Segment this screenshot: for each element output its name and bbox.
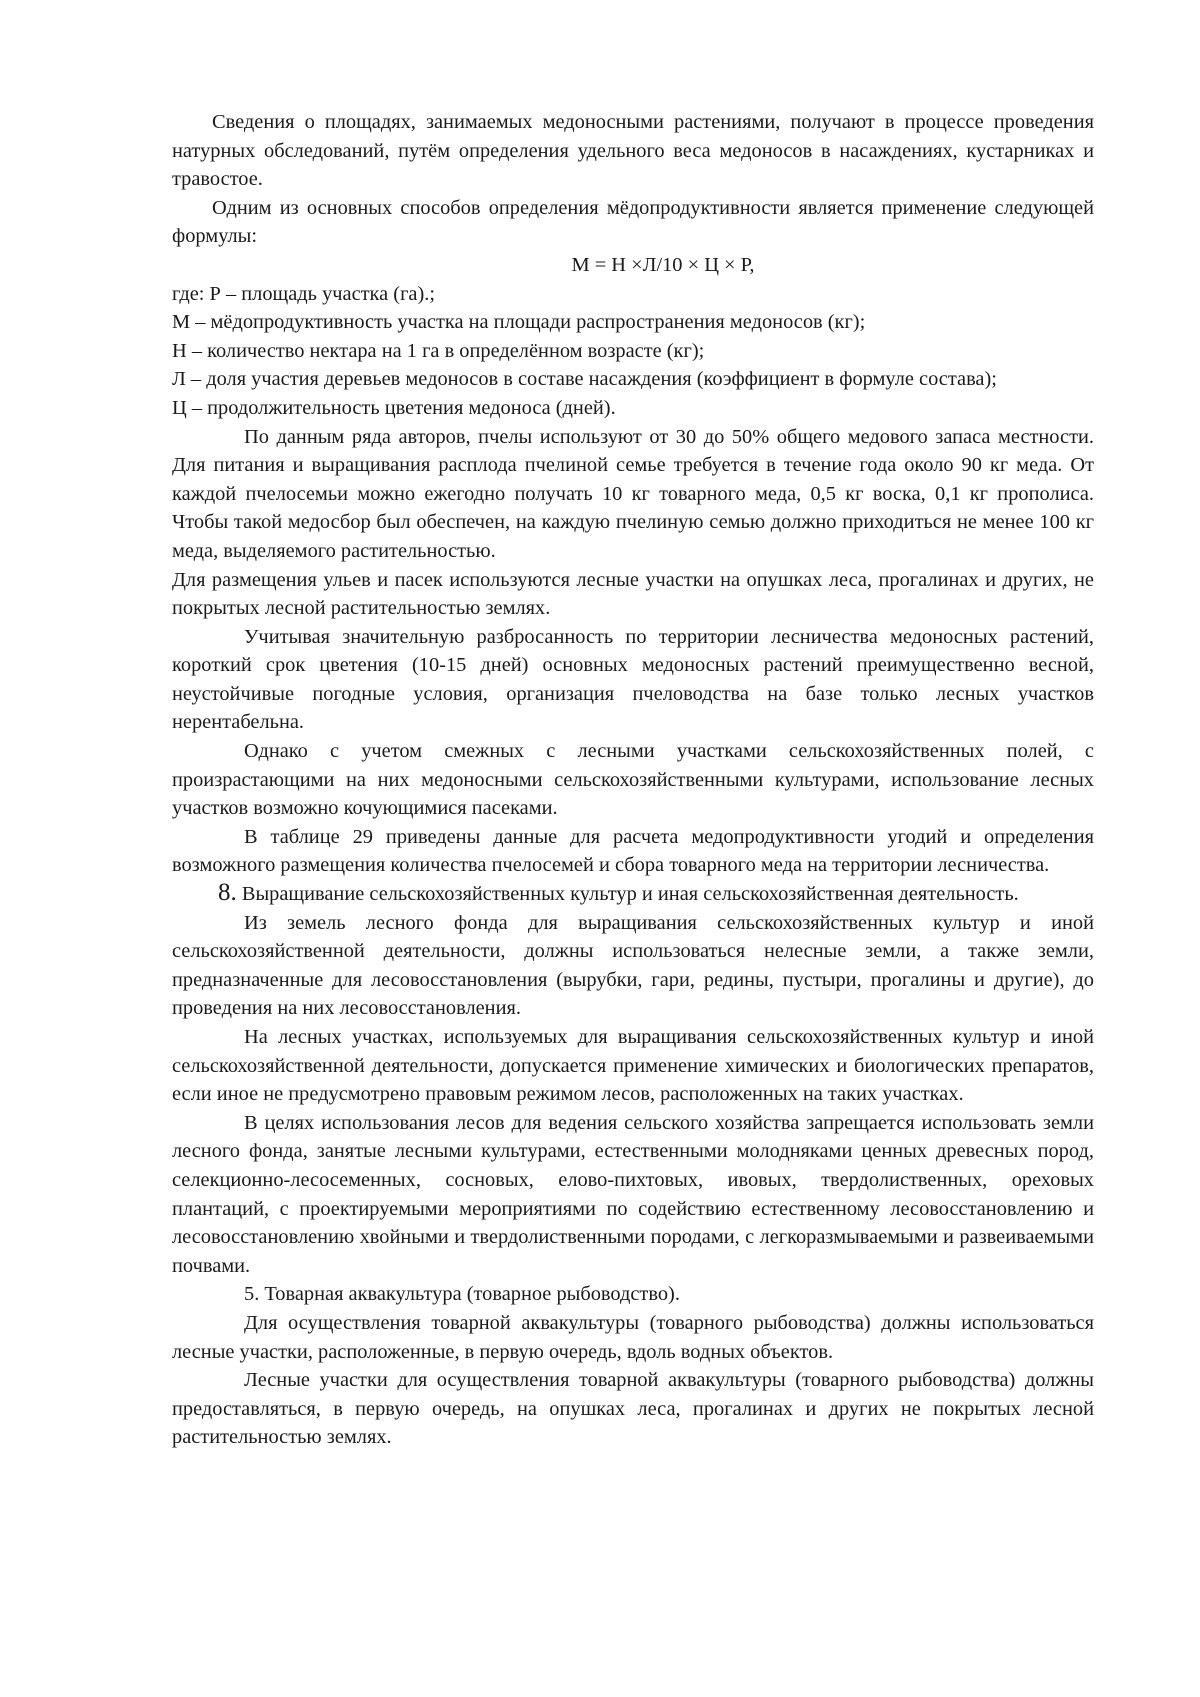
paragraph-honey-plant-areas: Сведения о площадях, занимаемых медоносными растениями, получают в процессе проведения натурных обследований, путём определения удельного веса медоносов в насаждениях, кустарниках и травостое. <box>172 111 1094 191</box>
section-number: 8. <box>218 879 237 907</box>
section-heading-aquaculture: 5. Товарная аквакультура (товарное рыбоводство). <box>244 1283 680 1306</box>
section-heading-agriculture <box>172 880 1094 909</box>
paragraph-nomadic-apiaries: Однако с учетом смежных с лесными участками сельскохозяйственных полей, с произрастающими на них медоносными сельскохозяйственными культурами, использование лесных участков возможно кочующимися пасеками. <box>172 740 1094 820</box>
formula-definition-c: Ц – продолжительность цветения медоноса (дней). <box>172 396 616 419</box>
honey-productivity-formula: М = Н ×Л/10 × Ц × Р, <box>571 253 755 276</box>
formula-definition-m: М – мёдопродуктивность участка на площади распространения медоносов (кг); <box>172 311 866 334</box>
paragraph-agri-lands: Из земель лесного фонда для выращивания сельскохозяйственных культур и иной сельскохозяйственной деятельности, должны использоваться нелесные земли, а также земли, предназначенные для лесовосстановления (вырубки, гари, редины, пустыри, прогалины и другие), до проведения на них лесовосстановления. <box>172 911 1094 1020</box>
paragraph-aquaculture-sites: Для осуществления товарной аквакультуры (товарного рыбоводства) должны использоваться лесные участки, расположенные, в первую очередь, вдоль водных объектов. <box>172 1311 1094 1363</box>
paragraph-aquaculture-provision: Лесные участки для осуществления товарной аквакультуры (товарного рыбоводства) должны предоставляться, в первую очередь, на опушках леса, прогалинах и других не покрытых лесной растительностью землях. <box>172 1369 1094 1449</box>
paragraph-table-29-reference: В таблице 29 приведены данные для расчета медопродуктивности угодий и определения возможного размещения количества пчелосемей и сбора товарного меда на территории лесничества. <box>172 825 1094 877</box>
paragraph-bee-honey-reserve: По данным ряда авторов, пчелы используют от 30 до 50% общего медового запаса местности. Для питания и выращивания расплода пчелиной семье требуется в течение года около 90 кг меда. От каждой пчелосемьи можно ежегодно получать 10 кг товарного меда, 0,5 кг воска, 0,1 кг прополиса. Чтобы такой медосбор был обеспечен, на каждую пчелиную семью должно приходиться не менее 100 кг меда, выделяемого растительностью. <box>172 425 1094 562</box>
paragraph-agri-prohibitions: В целях использования лесов для ведения сельского хозяйства запрещается использовать земли лесного фонда, занятые лесными культурами, естественными молодняками ценных древесных пород, селекционно-лесосеменных, сосновых, елово-пихтовых, ивовых, твердолиственных, ореховых плантаций, с проектируемыми мероприятиями по содействию естественному лесовосстановлению и лесовосстановлению хвойными и твердолиственными породами, с легкоразмываемыми и развеиваемыми почвами. <box>172 1111 1094 1277</box>
document-page <box>172 108 1094 1452</box>
formula-definition-n: Н – количество нектара на 1 га в определённом возрасте (кг); <box>172 339 705 362</box>
paragraph-chemical-use: На лесных участках, используемых для выращивания сельскохозяйственных культур и иной сельскохозяйственной деятельности, допускается применение химических и биологических препаратов, если иное не предусмотрено правовым режимом лесов, расположенных на таких участках. <box>172 1026 1094 1106</box>
formula-definition-p: где: Р – площадь участка (га).; <box>172 282 436 305</box>
paragraph-beekeeping-unprofitable: Учитывая значительную разбросанность по территории лесничества медоносных растений, короткий срок цветения (10-15 дней) основных медоносных растений преимущественно весной, неустойчивые погодные условия, организация пчеловодства на базе только лесных участков нерентабельна. <box>172 625 1094 734</box>
paragraph-honey-productivity-method: Одним из основных способов определения мёдопродуктивности является применение следующей формулы: <box>172 196 1094 248</box>
section-heading-text: Выращивание сельскохозяйственных культур и иная сельскохозяйственная деятельность. <box>241 883 1019 906</box>
formula-definition-l: Л – доля участия деревьев медоносов в составе насаждения (коэффициент в формуле состава); <box>172 368 997 391</box>
paragraph-apiary-placement: Для размещения ульев и пасек используются лесные участки на опушках леса, прогалинах и других, не покрытых лесной растительностью землях. <box>172 568 1094 620</box>
